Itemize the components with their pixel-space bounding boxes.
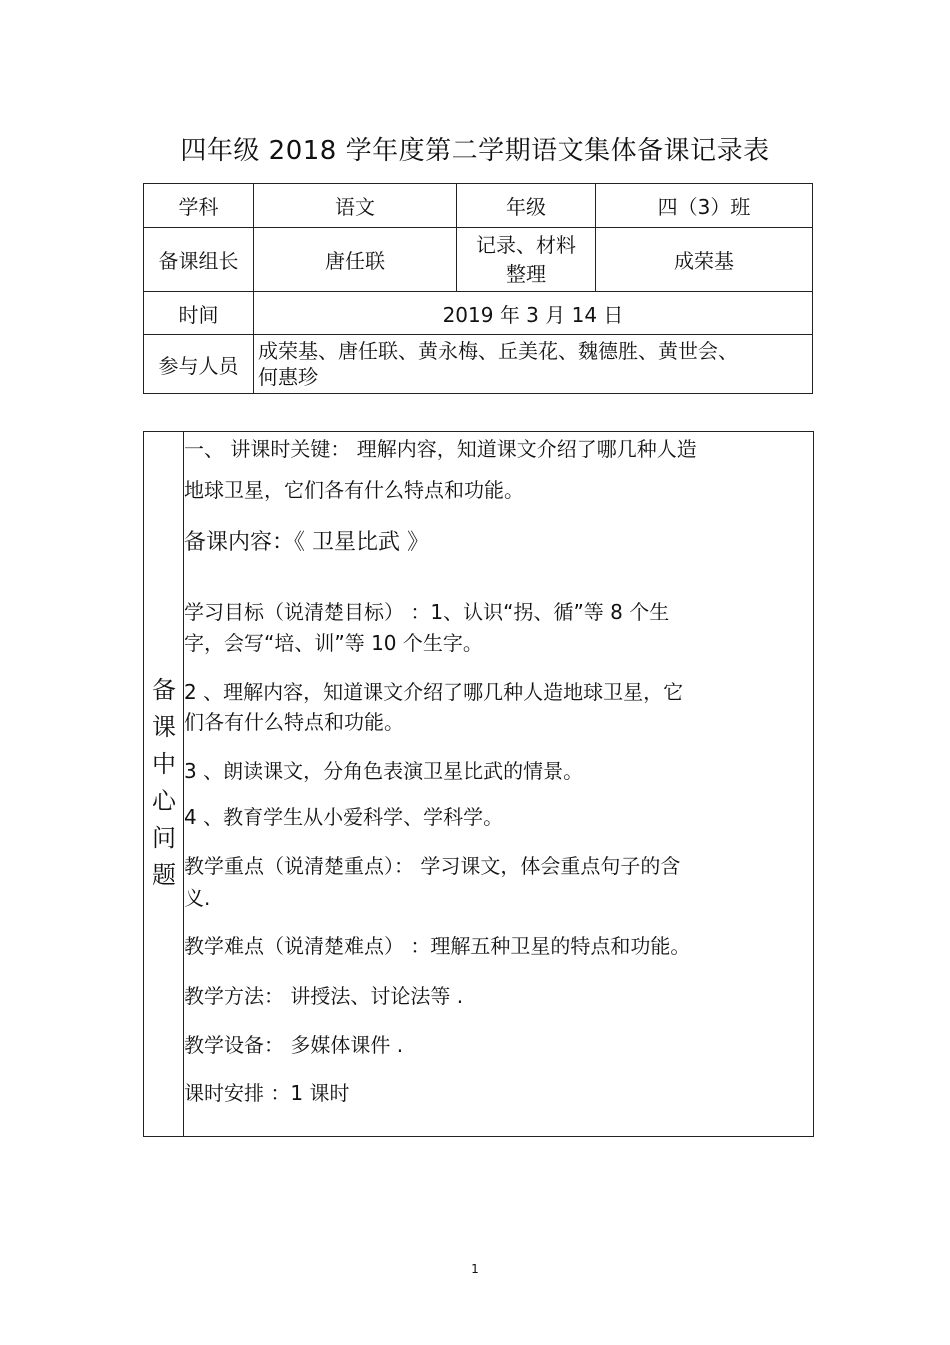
participants-line1: 成荣基、唐任联、黄永梅、丘美花、魏德胜、黄世会、 bbox=[258, 339, 738, 363]
difficulties: 教学难点（说清楚难点） ：理解五种卫星的特点和功能。 bbox=[184, 934, 691, 958]
lesson-side-label: 备 课 中 心 问 题 bbox=[152, 676, 176, 889]
subject-label: 学科 bbox=[144, 184, 254, 228]
teaching-methods: 教学方法： 讲授法、讨论法等 . bbox=[184, 984, 464, 1008]
lesson-key-line1: 一、 讲课时关键： 理解内容，知道课文介绍了哪几种人造 bbox=[184, 437, 697, 461]
key-points-line2: 义. bbox=[184, 886, 211, 910]
objective-3: 3 、朗读课文，分角色表演卫星比武的情景。 bbox=[184, 759, 584, 783]
objective-2-line1: 2 、理解内容，知道课文介绍了哪几种人造地球卫星，它 bbox=[184, 680, 684, 704]
objective-2-line2: 们各有什么特点和功能。 bbox=[184, 710, 404, 734]
info-table bbox=[143, 183, 813, 394]
time-label: 时间 bbox=[144, 292, 254, 335]
leader-label: 备课组长 bbox=[144, 228, 254, 292]
objective-1-line2: 字，会写“培、训”等 10 个生字。 bbox=[184, 631, 483, 655]
participants-value bbox=[254, 335, 813, 394]
class-hours: 课时安排 ：1 课时 bbox=[184, 1081, 350, 1105]
info-row-subject bbox=[144, 184, 813, 228]
lesson-content: 备课内容：《 卫星比武 》 bbox=[184, 530, 429, 555]
grade-value: 四（3）班 bbox=[596, 184, 813, 228]
key-points-line1: 教学重点（说清楚重点）： 学习课文，体会重点句子的含 bbox=[184, 854, 681, 878]
recorder-label bbox=[457, 228, 596, 292]
page-number: 1 bbox=[471, 1262, 479, 1276]
time-value: 2019 年 3 月 14 日 bbox=[254, 292, 813, 335]
info-row-participants bbox=[144, 335, 813, 394]
info-row-leader bbox=[144, 228, 813, 292]
grade-label: 年级 bbox=[457, 184, 596, 228]
participants-line2: 何惠珍 bbox=[258, 365, 318, 389]
recorder-label-line1: 记录、材料 bbox=[476, 232, 576, 257]
subject-value: 语文 bbox=[254, 184, 457, 228]
recorder-label-line2: 整理 bbox=[506, 261, 546, 286]
objective-4: 4 、教育学生从小爱科学、学科学。 bbox=[184, 805, 504, 829]
objective-1-line1: 学习目标（说清楚目标） ：1、认识“拐、循”等 8 个生 bbox=[184, 600, 670, 624]
lesson-side-column bbox=[144, 432, 184, 1136]
info-row-time bbox=[144, 292, 813, 335]
recorder-value: 成荣基 bbox=[596, 228, 813, 292]
lesson-key-line2: 地球卫星，它们各有什么特点和功能。 bbox=[184, 478, 524, 502]
document-title: 四年级 2018 学年度第二学期语文集体备课记录表 bbox=[180, 136, 770, 166]
leader-value: 唐任联 bbox=[254, 228, 457, 292]
participants-label: 参与人员 bbox=[144, 335, 254, 394]
teaching-equipment: 教学设备： 多媒体课件 . bbox=[184, 1033, 404, 1057]
